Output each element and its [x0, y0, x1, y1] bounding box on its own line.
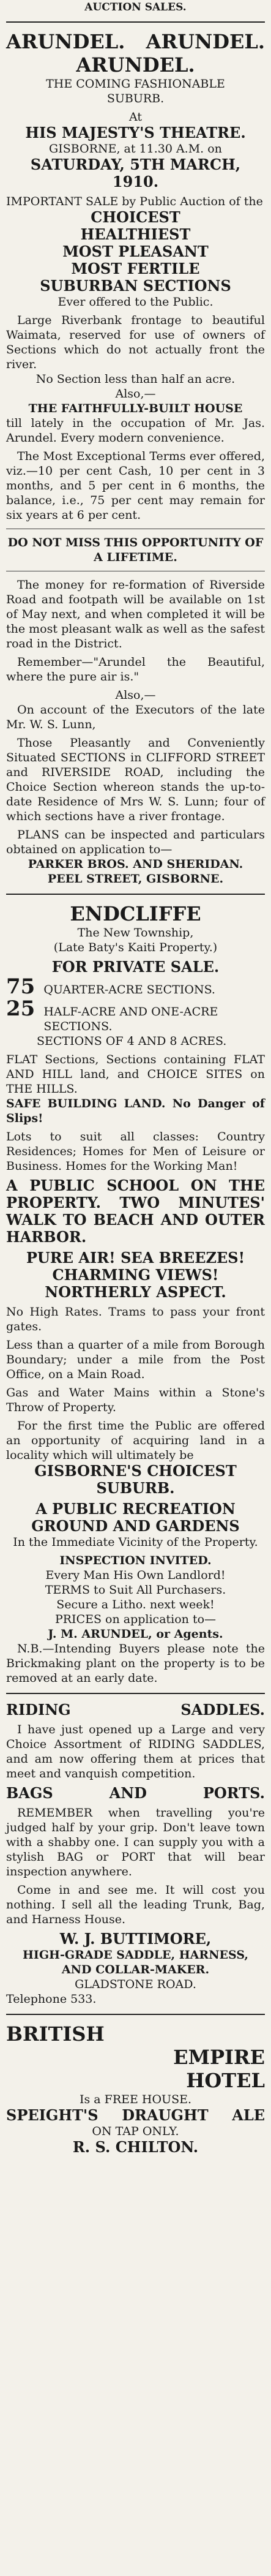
draught-label: DRAUGHT	[122, 2106, 209, 2124]
section-count: 75	[6, 974, 35, 999]
northerly-aspect: NORTHERLY ASPECT.	[45, 1283, 226, 1301]
also-1: Also,—	[115, 387, 156, 401]
endcliffe-subtitle: The New Township,	[77, 926, 194, 940]
faithfully-built: THE FAITHFULLY-BUILT HOUSE	[28, 402, 243, 415]
private-sale: FOR PRIVATE SALE.	[51, 958, 220, 976]
saddles-intro: I have just opened up a Large and very Choice Assortment of RIDING SADDLES, and am now offering them at prices that meet and vanquish competition.	[6, 1723, 265, 1780]
buttimore-name: W. J. BUTTIMORE,	[59, 1930, 212, 1948]
section-header: AUCTION SALES.	[84, 1, 187, 13]
lots-to-suit: Lots to suit all classes: Country Residences; Homes for Men of Leisure or Business. Homes for the Working Man!	[6, 1130, 265, 1173]
secure-litho: Secure a Litho. next week!	[56, 1598, 215, 1611]
terms-purchasers: TERMS to Suit All Purchasers.	[45, 1583, 226, 1597]
healthiest: HEALTHIEST	[80, 225, 191, 243]
terms: The Most Exceptional Terms ever offered, viz.—10 per cent Cash, 10 per cent in 3 months, and 5 per cent in 6 months, the balance, i.e., 75 per cent may remain for six years at 6 per cent.	[6, 450, 265, 522]
nb-note: N.B.—Intending Buyers please note the Brickmaking plant on the property is to be removed at an early date.	[6, 1642, 265, 1685]
endcliffe-title: ENDCLIFFE	[70, 902, 201, 925]
section-line-2	[6, 998, 265, 1034]
remember-grip: REMEMBER when travelling you're judged half by your grip. Don't leave town with a shabby one. I can supply you with a stylish BAG or PORT that will bear inspection anywhere.	[6, 1806, 265, 1878]
riding-saddles-heading	[6, 1701, 265, 1719]
riverbank-frontage: Large Riverbank frontage to beautiful Waimata, reserved for use of owners of Sections which do not actually front the river.	[6, 314, 265, 371]
come-in: Come in and see me. It will cost you nothing. I sell all the leading Trunk, Bag, and Harness House.	[6, 1883, 265, 1926]
venue: HIS MAJESTY'S THEATRE.	[25, 124, 246, 141]
suburban-sections: SUBURBAN SECTIONS	[40, 277, 231, 295]
hotel-advertisement	[6, 2022, 265, 2156]
own-landlord: Every Man His Own Landlord!	[45, 1569, 226, 1582]
speights-row	[6, 2107, 265, 2124]
bags-ports-heading	[6, 1785, 265, 1802]
agent: J. M. ARUNDEL, or Agents.	[48, 1627, 223, 1641]
riding-label: RIDING	[6, 1701, 71, 1719]
trade-line-1: HIGH-GRADE SADDLE, HARNESS,	[22, 1948, 248, 1962]
on-tap: ON TAP ONLY.	[92, 2125, 179, 2138]
arundel-right: ARUNDEL.	[146, 30, 265, 53]
ports-label: PORTS.	[202, 1784, 265, 1802]
flat-sections: FLAT Sections, Sections containing FLAT AND HILL land, and CHOICE SITES on THE HILLS.	[6, 1053, 265, 1096]
agents: PARKER BROS. AND SHERIDAN.	[28, 857, 243, 871]
section-count: 25	[6, 996, 35, 1021]
speights-label: SPEIGHT'S	[6, 2106, 98, 2124]
agents-address: PEEL STREET, GISBORNE.	[47, 872, 224, 886]
sale-time: GISBORNE, at 11.30 A.M. on	[49, 142, 222, 156]
section-desc: QUARTER-ACRE SECTIONS.	[43, 983, 215, 996]
remember-arundel: Remember—"Arundel the Beautiful, where the pure air is."	[6, 655, 265, 684]
tagline-2: SUBURB.	[106, 92, 165, 105]
hotel-label: HOTEL	[186, 2069, 265, 2092]
section-line-3	[6, 1034, 265, 1049]
endcliffe-property: (Late Baty's Kaiti Property.)	[53, 941, 218, 954]
distance: Less than a quarter of a mile from Borough Boundary; under a mile from the Post Office, on a Main Road.	[6, 1338, 265, 1381]
british-label: BRITISH	[6, 2022, 105, 2046]
vicinity: In the Immediate Vicinity of the Property.	[13, 1535, 258, 1549]
section-line-1	[6, 976, 265, 998]
also-2: Also,—	[115, 688, 156, 702]
important-sale: IMPORTANT SALE by Public Auction of the	[6, 195, 263, 208]
and-label: AND	[109, 1784, 147, 1802]
telephone: Telephone 533.	[6, 1992, 97, 2006]
most-fertile: MOST FERTILE	[71, 260, 200, 277]
public-school: A PUBLIC SCHOOL ON THE PROPERTY. TWO MINUTES' WALK TO BEACH AND OUTER HARBOR.	[6, 1177, 265, 1246]
ale-label: ALE	[232, 2106, 265, 2124]
section-desc: HALF-ACRE AND ONE-ACRE SECTIONS.	[43, 1005, 218, 1033]
safe-building: SAFE BUILDING LAND. No Danger of Slips!	[6, 1097, 265, 1125]
clifford-sections: Those Pleasantly and Conveniently Situated SECTIONS in CLIFFORD STREET and RIVERSIDE ROAD, including the Choice Section whereon stands the up-to-date Residence of Mrs W. S. Lunn; four of which sections have a river frontage.	[6, 736, 265, 823]
offered-to-public: Ever offered to the Public.	[58, 295, 213, 309]
riverside-money: The money for re-formation of Riverside Road and footpath will be available on 1st of May next, and when completed it will be the most pleasant walk as well as the safest road in the District.	[6, 578, 265, 650]
owner-name: R. S. CHILTON.	[72, 2138, 199, 2156]
divider	[6, 2014, 265, 2015]
executors: On account of the Executors of the late Mr. W. S. Lunn,	[6, 703, 265, 731]
divider	[6, 21, 265, 23]
plans-inspection: PLANS can be inspected and particulars obtained on application to—	[6, 828, 265, 856]
choicest: CHOICEST	[91, 208, 180, 226]
pure-air: PURE AIR! SEA BREEZES!	[26, 1249, 245, 1267]
arundel-advertisement	[6, 30, 265, 886]
saddles-label: SADDLES.	[180, 1701, 265, 1719]
first-time: For the first time the Public are offered an opportunity of acquiring land in a locality which will ultimately be	[6, 1419, 265, 1462]
bags-label: BAGS	[6, 1784, 53, 1802]
gas-water: Gas and Water Mains within a Stone's Throw of Property.	[6, 1386, 265, 1414]
sale-date: SATURDAY, 5TH MARCH, 1910.	[30, 156, 241, 190]
divider	[6, 894, 265, 895]
saddles-advertisement	[6, 1701, 265, 2006]
recreation-ground: A PUBLIC RECREATION GROUND AND GARDENS	[31, 1500, 240, 1535]
do-not-miss: DO NOT MISS THIS OPPORTUNITY OF A LIFETIME.	[7, 536, 264, 564]
prices: PRICES on application to—	[54, 1613, 217, 1626]
trade-line-2: AND COLLAR-MAKER.	[61, 1963, 210, 1976]
empire-label: EMPIRE	[173, 2046, 265, 2069]
no-high-rates: No High Rates. Trams to pass your front gates.	[6, 1305, 265, 1333]
at-label: At	[128, 110, 143, 124]
arundel-center: ARUNDEL.	[76, 53, 195, 77]
arundel-left: ARUNDEL.	[6, 30, 125, 53]
no-section: No Section less than half an acre.	[35, 372, 236, 386]
charming-views: CHARMING VIEWS!	[52, 1266, 219, 1284]
inspection-invited: INSPECTION INVITED.	[59, 1554, 212, 1567]
saddles-address: GLADSTONE ROAD.	[75, 1978, 196, 1991]
arundel-headline-row	[6, 30, 265, 53]
section-desc: SECTIONS OF 4 AND 8 ACRES.	[37, 1034, 227, 1048]
tagline-1: THE COMING FASHIONABLE	[46, 77, 225, 91]
free-house: Is a FREE HOUSE.	[79, 2093, 191, 2106]
house-description: till lately in the occupation of Mr. Jas. Arundel. Every modern convenience.	[6, 416, 265, 445]
divider	[6, 1693, 265, 1694]
choicest-suburb: GISBORNE'S CHOICEST SUBURB.	[34, 1462, 237, 1497]
endcliffe-advertisement	[6, 902, 265, 1685]
most-pleasant: MOST PLEASANT	[62, 243, 209, 260]
